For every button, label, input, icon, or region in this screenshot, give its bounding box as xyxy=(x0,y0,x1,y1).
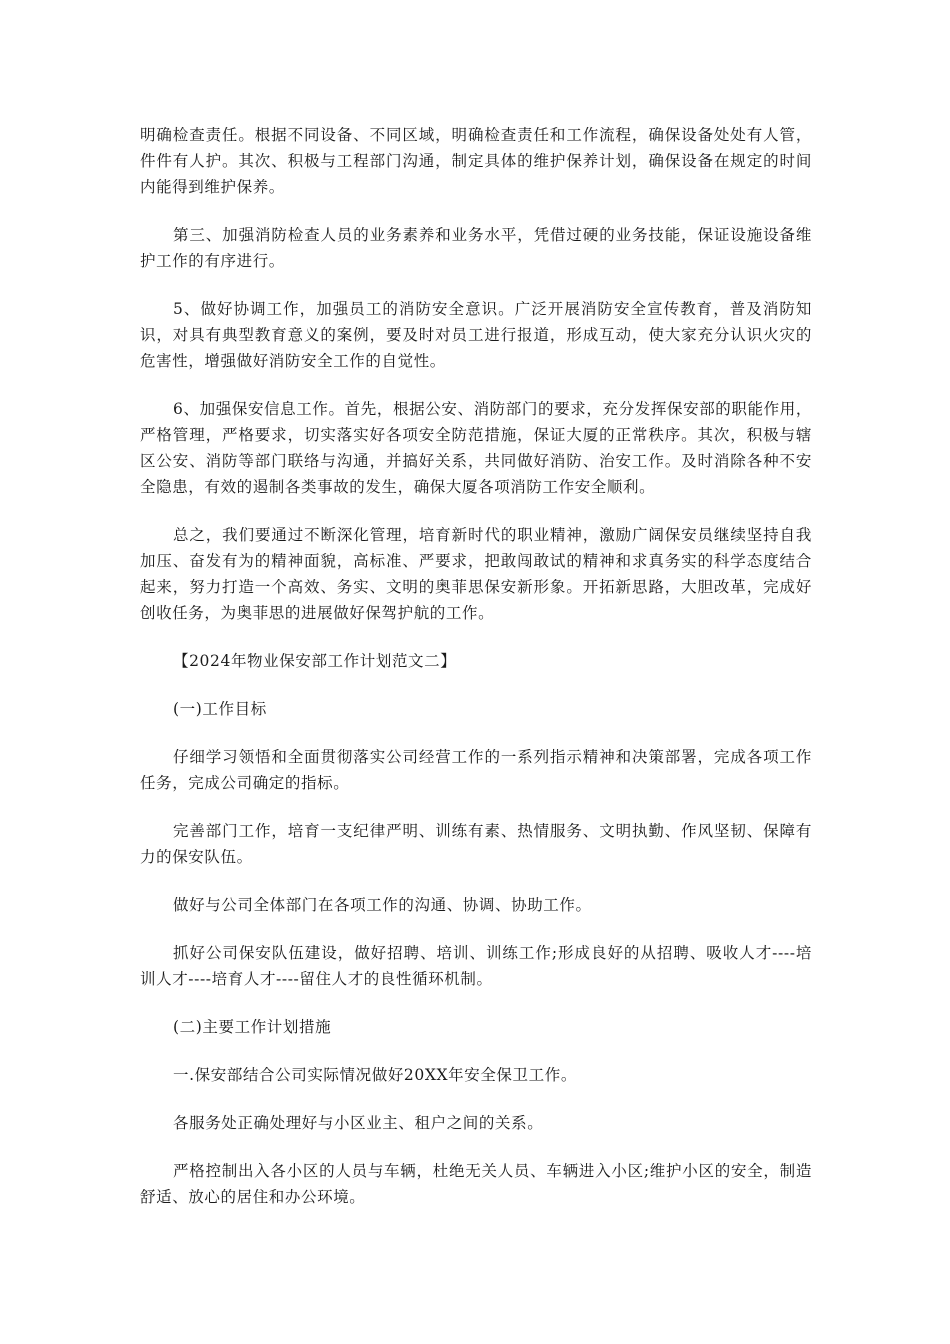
paragraph-1: 明确检查责任。根据不同设备、不同区域，明确检查责任和工作流程，确保设备处处有人管，件件有人护。其次、积极与工程部门沟通，制定具体的维护保养计划，确保设备在规定的时间内能得到维护保养。 xyxy=(140,126,812,196)
paragraph-4: 6、加强保安信息工作。首先，根据公安、消防部门的要求，充分发挥保安部的职能作用，严格管理，严格要求，切实落实好各项安全防范措施，保证大厦的正常秩序。其次，积极与辖区公安、消防等部门联络与沟通，并搞好关系，共同做好消防、治安工作。及时消除各种不安全隐患，有效的遏制各类事故的发生，确保大厦各项消防工作安全顺利。 xyxy=(140,400,812,496)
paragraph-8: 仔细学习领悟和全面贯彻落实公司经营工作的一系列指示精神和决策部署，完成各项工作任务，完成公司确定的指标。 xyxy=(140,748,812,792)
paragraph-3: 5、做好协调工作，加强员工的消防安全意识。广泛开展消防安全宣传教育，普及消防知识，对具有典型教育意义的案例，要及时对员工进行报道，形成互动，使大家充分认识火灾的危害性，增强做好消防安全工作的自觉性。 xyxy=(140,300,812,370)
paragraph-5: 总之，我们要通过不断深化管理，培育新时代的职业精神，激励广阔保安员继续坚持自我加压、奋发有为的精神面貌，高标准、严要求，把敢闯敢试的精神和求真务实的科学态度结合起来，努力打造一个高效、务实、文明的奥菲思保安新形象。开拓新思路，大胆改革，完成好创收任务，为奥菲思的进展做好保驾护航的工作。 xyxy=(140,526,812,622)
paragraph-13: 一.保安部结合公司实际情况做好20XX年安全保卫工作。 xyxy=(173,1066,577,1084)
paragraph-10: 做好与公司全体部门在各项工作的沟通、协调、协助工作。 xyxy=(173,896,592,914)
paragraph-9: 完善部门工作，培育一支纪律严明、训练有素、热情服务、文明执勤、作风坚韧、保障有力的保安队伍。 xyxy=(140,822,812,866)
paragraph-15: 严格控制出入各小区的人员与车辆，杜绝无关人员、车辆进入小区;维护小区的安全，制造舒适、放心的居住和办公环境。 xyxy=(140,1162,812,1206)
document-body xyxy=(140,122,812,1232)
paragraph-14: 各服务处正确处理好与小区业主、租户之间的关系。 xyxy=(173,1114,544,1132)
subheading-main-measures: (二)主要工作计划措施 xyxy=(173,1018,332,1036)
paragraph-11: 抓好公司保安队伍建设，做好招聘、培训、训练工作;形成良好的从招聘、吸收人才----培训人才----培育人才----留住人才的良性循环机制。 xyxy=(140,944,812,988)
paragraph-2: 第三、加强消防检查人员的业务素养和业务水平，凭借过硬的业务技能，保证设施设备维护工作的有序进行。 xyxy=(140,226,812,270)
section-title: 【2024年物业保安部工作计划范文二】 xyxy=(173,652,457,670)
subheading-work-goals: (一)工作目标 xyxy=(173,700,267,718)
